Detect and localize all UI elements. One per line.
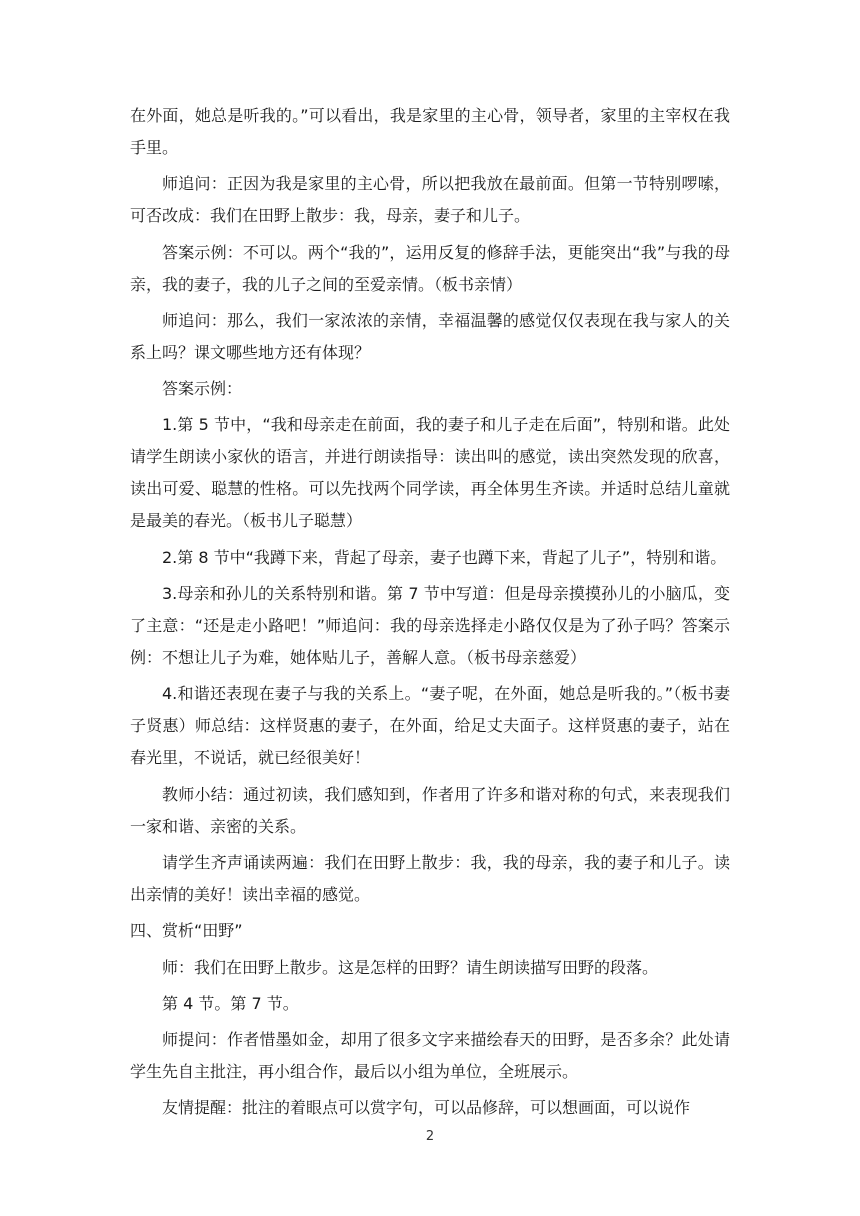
list-item: 3.母亲和孙儿的关系特别和谐。第 7 节中写道：但是母亲摸摸孙儿的小脑瓜，变了主意：“还是走小路吧！”师追问：我的母亲选择走小路仅仅是为了孙子吗？答案示例：不想让儿子为难，她体贴儿子，善解人意。（板书母亲慈爱）: [130, 584, 730, 668]
paragraph: 友情提醒：批注的着眼点可以赏字句，可以品修辞，可以想画面，可以说作: [162, 1098, 691, 1118]
paragraph: 师追问：正因为我是家里的主心骨，所以把我放在最前面。但第一节特别啰嗦，可否改成：我们在田野上散步：我，母亲，妻子和儿子。: [130, 174, 730, 226]
paragraph: 请学生齐声诵读两遍：我们在田野上散步：我，我的母亲，我的妻子和儿子。读出亲情的美好！读出幸福的感觉。: [130, 852, 730, 904]
paragraph: 答案示例：: [162, 379, 243, 399]
paragraph: 师追问：那么，我们一家浓浓的亲情，幸福温馨的感觉仅仅表现在我与家人的关系上吗？课文哪些地方还有体现？: [130, 310, 730, 362]
list-item: 4.和谐还表现在妻子与我的关系上。“妻子呢，在外面，她总是听我的。”（板书妻子贤惠）师总结：这样贤惠的妻子，在外面，给足丈夫面子。这样贤惠的妻子，站在春光里，不说话，就已经很美好！: [130, 684, 730, 768]
document-body: [130, 100, 730, 1129]
section-heading: 四、赏析“田野”: [130, 921, 243, 941]
paragraph: 第 4 节。第 7 节。: [162, 993, 299, 1013]
paragraph: 答案示例：不可以。两个“我的”，运用反复的修辞手法，更能突出“我”与我的母亲，我的妻子，我的儿子之间的至爱亲情。（板书亲情）: [130, 242, 730, 294]
list-item: 2.第 8 节中“我蹲下来，背起了母亲，妻子也蹲下来，背起了儿子”，特别和谐。: [162, 547, 727, 567]
list-item: 1.第 5 节中，“我和母亲走在前面，我的妻子和儿子走在后面”，特别和谐。此处请学生朗读小家伙的语言，并进行朗读指导：读出叫的感觉，读出突然发现的欣喜，读出可爱、聪慧的性格。可以先找两个同学读，再全体男生齐读。并适时总结儿童就是最美的春光。（板书儿子聪慧）: [130, 415, 730, 531]
paragraph: 在外面，她总是听我的。”可以看出，我是家里的主心骨，领导者，家里的主宰权在我手里。: [130, 106, 730, 157]
page-number: 2: [425, 1129, 435, 1144]
paragraph: 师提问：作者惜墨如金，却用了很多文字来描绘春天的田野，是否多余？此处请学生先自主批注，再小组合作，最后以小组为单位，全班展示。: [130, 1030, 730, 1082]
paragraph: 教师小结：通过初读，我们感知到，作者用了许多和谐对称的句式，来表现我们一家和谐、亲密的关系。: [130, 784, 730, 836]
paragraph: 师：我们在田野上散步。这是怎样的田野？请生朗读描写田野的段落。: [162, 957, 659, 977]
